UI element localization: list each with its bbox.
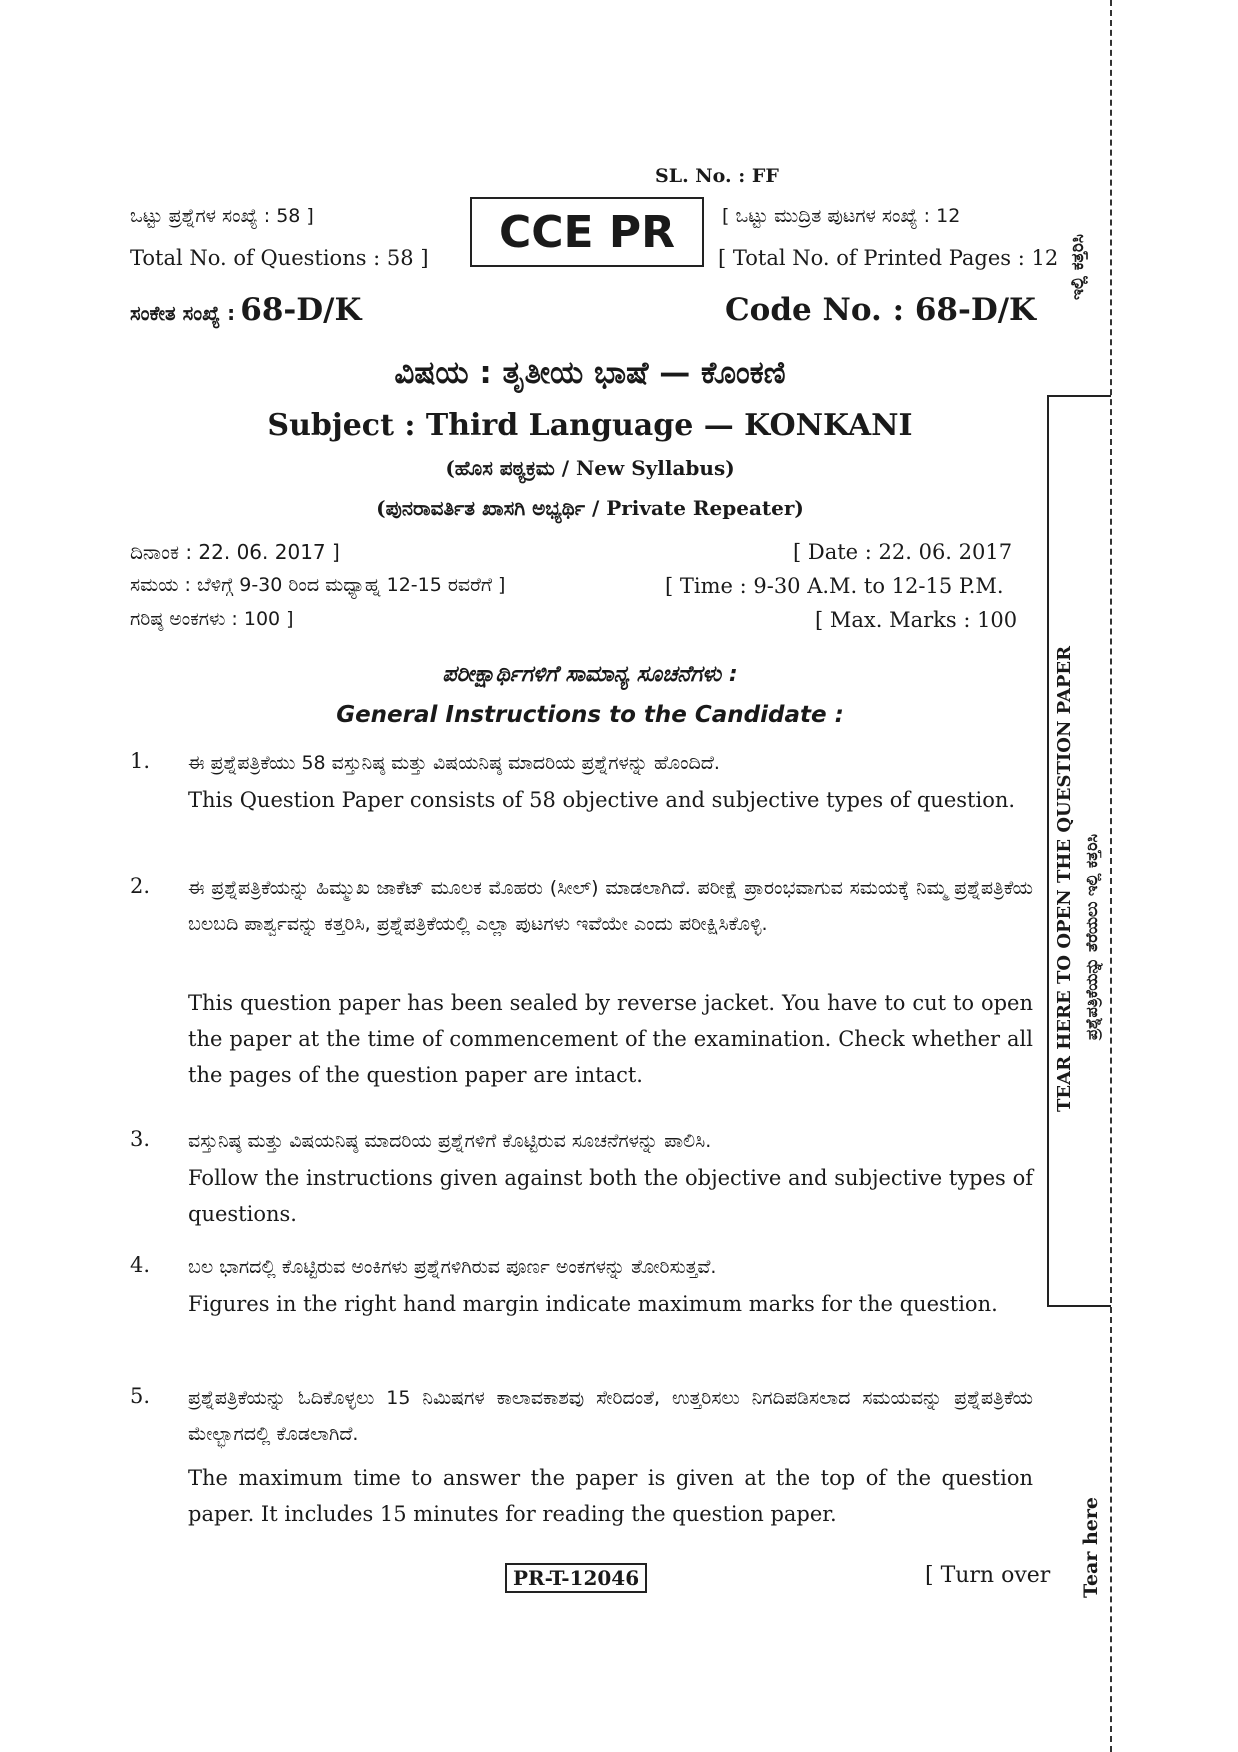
subject-kannada: ವಿಷಯ : ತೃತೀಯ ಭಾಷೆ — ಕೊಂಕಣಿ [394, 355, 786, 391]
instruction-number: 2. [130, 874, 151, 898]
turn-over-note: [ Turn over [925, 1563, 1051, 1588]
instruction-english: This Question Paper consists of 58 objective and subjective types of question. [188, 788, 1016, 812]
tear-here-english: Tear here [1080, 1497, 1102, 1598]
max-marks-kannada: ಗರಿಷ್ಠ ಅಂಕಗಳು : 100 ] [130, 608, 294, 630]
instruction-kannada: ವಸ್ತುನಿಷ್ಠ ಮತ್ತು ವಿಷಯನಿಷ್ಠ ಮಾದರಿಯ ಪ್ರಶ್ನೆಗಳಿಗೆ ಕೊಟ್ಟಿರುವ ಸೂಚನೆಗಳನ್ನು ಪಾಲಿಸಿ. [188, 1130, 712, 1152]
tear-to-open-english: TEAR HERE TO OPEN THE QUESTION PAPER [1054, 645, 1075, 1112]
candidate-type: (ಪುನರಾವರ್ತಿತ ಖಾಸಗಿ ಅಭ್ಯರ್ಥಿ / Private Repeater) [376, 496, 804, 520]
tear-to-open-kannada: ಪ್ರಶ್ನೆಪತ್ರಿಕೆಯನ್ನು ತೆರೆಯಲು ಇಲ್ಲಿ ಕತ್ತರಿಸಿ [1082, 833, 1101, 1040]
time-english: [ Time : 9-30 A.M. to 12-15 P.M. [665, 574, 1004, 598]
instruction-kannada: ಈ ಪ್ರಶ್ನೆಪತ್ರಿಕೆಯು 58 ವಸ್ತುನಿಷ್ಠ ಮತ್ತು ವಿಷಯನಿಷ್ಠ ಮಾದರಿಯ ಪ್ರಶ್ನೆಗಳನ್ನು ಹೊಂದಿದೆ. [188, 752, 720, 774]
instruction-number: 1. [130, 749, 151, 773]
instruction-english: Follow the instructions given against both the objective and subjective types of questions. [188, 1166, 1033, 1226]
instruction-number: 3. [130, 1127, 151, 1151]
total-questions-kannada: ಒಟ್ಟು ಪ್ರಶ್ನೆಗಳ ಸಂಖ್ಯೆ : 58 ] [130, 205, 314, 227]
instruction-english: This question paper has been sealed by reverse jacket. You have to cut to open the paper at the time of commencement of the examination. Check whether all the pages of the question paper are intact. [188, 991, 1033, 1087]
instruction-english: The maximum time to answer the paper is given at the top of the question paper. It includes 15 minutes for reading the question paper. [188, 1466, 1033, 1526]
paper-code: PR-T-12046 [513, 1566, 640, 1590]
instruction-kannada: ಈ ಪ್ರಶ್ನೆಪತ್ರಿಕೆಯನ್ನು ಹಿಮ್ಮುಖ ಜಾಕೆಟ್ ಮೂಲಕ ಮೊಹರು (ಸೀಲ್) ಮಾಡಲಾಗಿದೆ. ಪರೀಕ್ಷೆ ಪ್ರಾರಂಭವಾಗುವ ಸಮಯಕ್ಕೆ ನಿಮ್ಮ ಪ್ರಶ್ನೆಪತ್ರಿಕೆಯ ಬಲಬದಿ ಪಾರ್ಶ್ವವನ್ನು ಕತ್ತರಿಸಿ, ಪ್ರಶ್ನೆಪತ್ರಿಕೆಯಲ್ಲಿ ಎಲ್ಲಾ ಪುಟಗಳು ಇವೆಯೇ ಎಂದು ಪರೀಕ್ಷಿಸಿಕೊಳ್ಳಿ. [188, 877, 1033, 935]
tear-here-kannada-top: ಇಲ್ಲಿ ಕತ್ತರಿಸಿ [1068, 234, 1088, 300]
time-kannada: ಸಮಯ : ಬೆಳಿಗ್ಗೆ 9-30 ರಿಂದ ಮಧ್ಯಾಹ್ನ 12-15 ರವರೆಗೆ ] [130, 574, 506, 596]
code-number-kannada [130, 292, 361, 328]
max-marks-english: [ Max. Marks : 100 [815, 608, 1018, 632]
serial-number: SL. No. : FF [655, 165, 779, 187]
code-number-kannada-label: ಸಂಕೇತ ಸಂಖ್ಯೆ : [130, 301, 236, 325]
syllabus-type: (ಹೊಸ ಪಠ್ಯಕ್ರಮ / New Syllabus) [445, 456, 735, 480]
subject-english: Subject : Third Language — KONKANI [267, 408, 913, 443]
total-pages-kannada: [ ಒಟ್ಟು ಮುದ್ರಿತ ಪುಟಗಳ ಸಂಖ್ಯೆ : 12 [722, 205, 961, 227]
exam-code-box [470, 197, 704, 267]
paper-code-box [505, 1563, 647, 1593]
code-number-kannada-value: 68-D/K [240, 292, 362, 328]
code-number-english: Code No. : 68-D/K [725, 292, 1036, 328]
date-english: [ Date : 22. 06. 2017 [793, 540, 1013, 564]
instruction-kannada: ಪ್ರಶ್ನೆಪತ್ರಿಕೆಯನ್ನು ಓದಿಕೊಳ್ಳಲು 15 ನಿಮಿಷಗಳ ಕಾಲಾವಕಾಶವು ಸೇರಿದಂತೆ, ಉತ್ತರಿಸಲು ನಿಗದಿಪಡಿಸಲಾದ ಸಮಯವನ್ನು ಪ್ರಶ್ನೆಪತ್ರಿಕೆಯ ಮೇಲ್ಭಾಗದಲ್ಲಿ ಕೊಡಲಾಗಿದೆ. [188, 1387, 1033, 1445]
instruction-number: 4. [130, 1253, 151, 1277]
total-pages-english: [ Total No. of Printed Pages : 12 [718, 246, 1059, 270]
instruction-english: Figures in the right hand margin indicate maximum marks for the question. [188, 1292, 998, 1316]
instructions-heading-english: General Instructions to the Candidate : [336, 702, 844, 728]
instruction-number: 5. [130, 1384, 151, 1408]
exam-code: CCE PR [498, 206, 676, 258]
instruction-kannada: ಬಲ ಭಾಗದಲ್ಲಿ ಕೊಟ್ಟಿರುವ ಅಂಕಿಗಳು ಪ್ರಶ್ನೆಗಳಿಗಿರುವ ಪೂರ್ಣ ಅಂಕಗಳನ್ನು ತೋರಿಸುತ್ತವೆ. [188, 1256, 717, 1278]
date-kannada: ದಿನಾಂಕ : 22. 06. 2017 ] [130, 540, 340, 564]
instructions-heading-kannada: ಪರೀಕ್ಷಾರ್ಥಿಗಳಿಗೆ ಸಾಮಾನ್ಯ ಸೂಚನೆಗಳು : [442, 662, 738, 687]
total-questions-english: Total No. of Questions : 58 ] [130, 246, 429, 270]
